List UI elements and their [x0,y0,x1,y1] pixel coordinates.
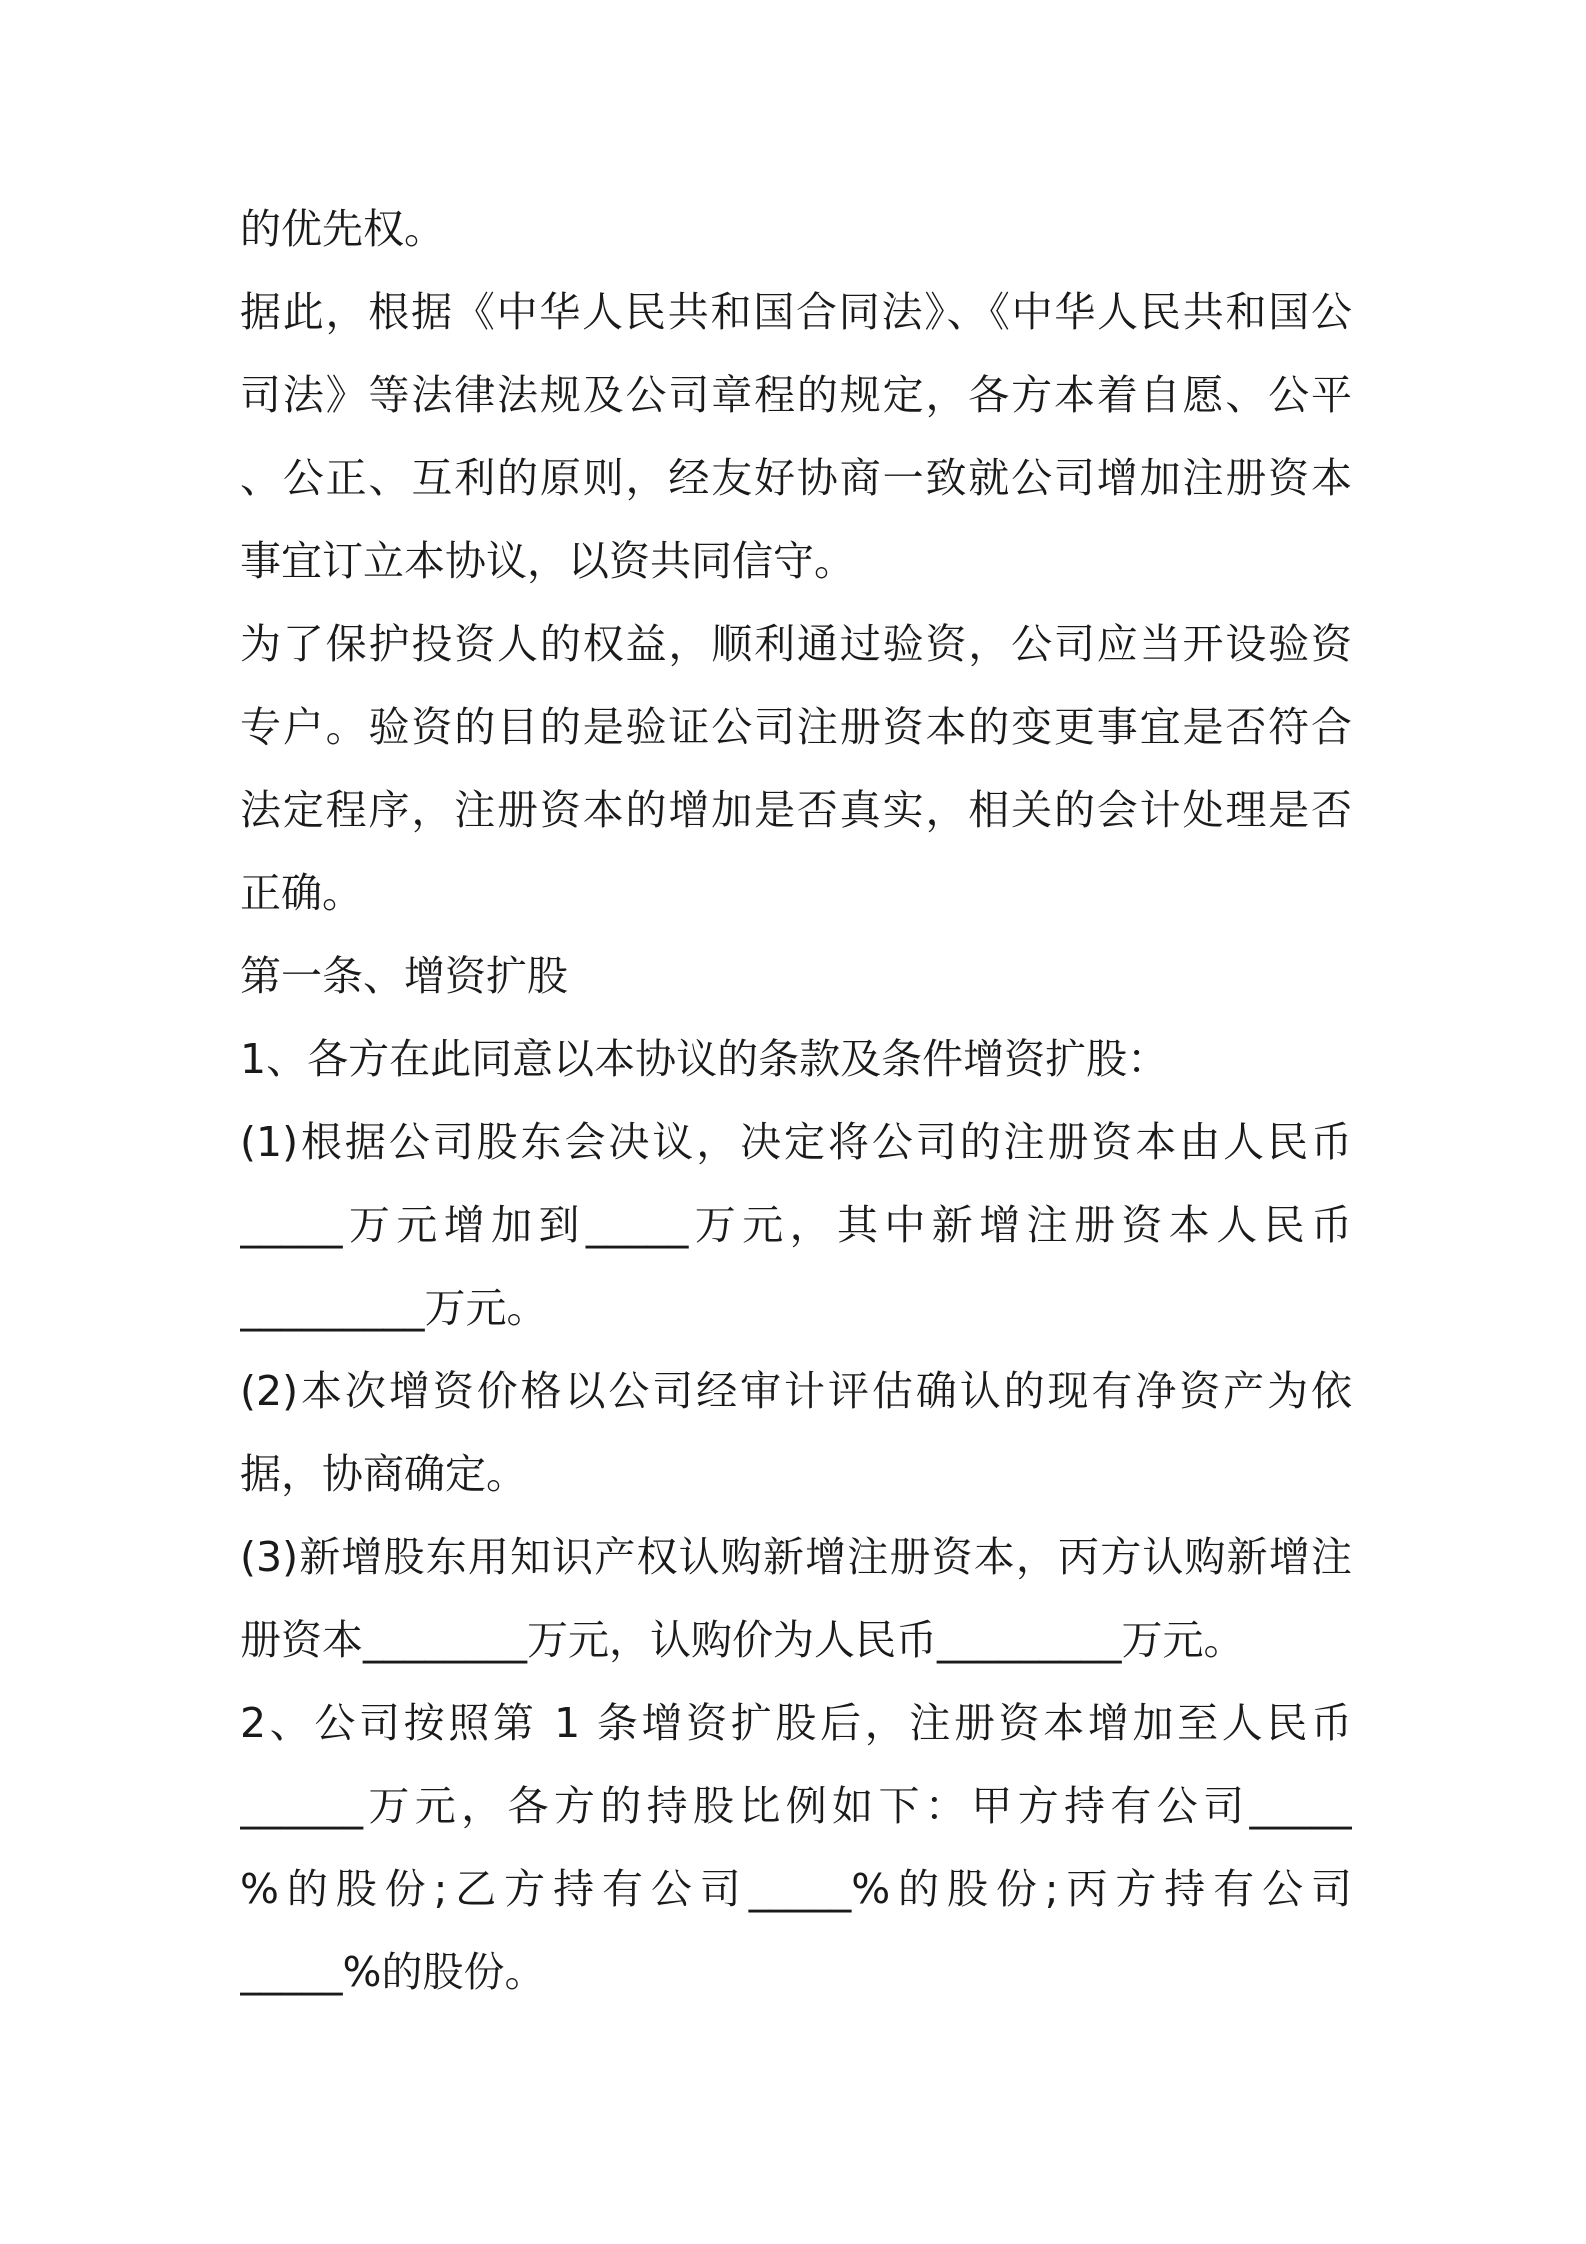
text-line: _________万元。 [240,1284,548,1332]
section-heading: 第一条、增资扩股 [240,952,568,1000]
text-line: 正确。 [240,869,363,917]
text-line: 、公正、互利的原则，经友好协商一致就公司增加注册资本 [240,454,1352,502]
text-line: _____%的股份。 [240,1948,546,1996]
text-line: 为了保护投资人的权益，顺利通过验资，公司应当开设验资 [240,620,1352,668]
text-line: (2)本次增资价格以公司经审计评估确认的现有净资产为依 [240,1367,1352,1415]
text-line: 据此，根据《中华人民共和国合同法》、《中华人民共和国公 [240,288,1352,336]
text-line: 的优先权。 [240,205,445,253]
text-line: 2、公司按照第 1 条增资扩股后，注册资本增加至人民币 [240,1699,1352,1747]
text-line: 册资本________万元，认购价为人民币_________万元。 [240,1616,1245,1664]
text-line: (1)根据公司股东会决议，决定将公司的注册资本由人民币 [240,1118,1352,1166]
document-body [240,188,1352,2014]
text-line: 事宜订立本协议，以资共同信守。 [240,537,855,585]
text-line: _____万元增加到_____万元，其中新增注册资本人民币 [240,1201,1352,1249]
text-line: 据，协商确定。 [240,1450,527,1498]
text-line: %的股份;乙方持有公司_____%的股份;丙方持有公司 [240,1865,1352,1913]
text-line: (3)新增股东用知识产权认购新增注册资本，丙方认购新增注 [240,1533,1352,1581]
text-line: 专户。验资的目的是验证公司注册资本的变更事宜是否符合 [240,703,1352,751]
text-line: ______万元，各方的持股比例如下：甲方持有公司_____ [240,1782,1352,1830]
text-line: 法定程序，注册资本的增加是否真实，相关的会计处理是否 [240,786,1352,834]
text-line: 司法》等法律法规及公司章程的规定，各方本着自愿、公平 [240,371,1352,419]
text-line: 1、各方在此同意以本协议的条款及条件增资扩股： [240,1035,1169,1083]
